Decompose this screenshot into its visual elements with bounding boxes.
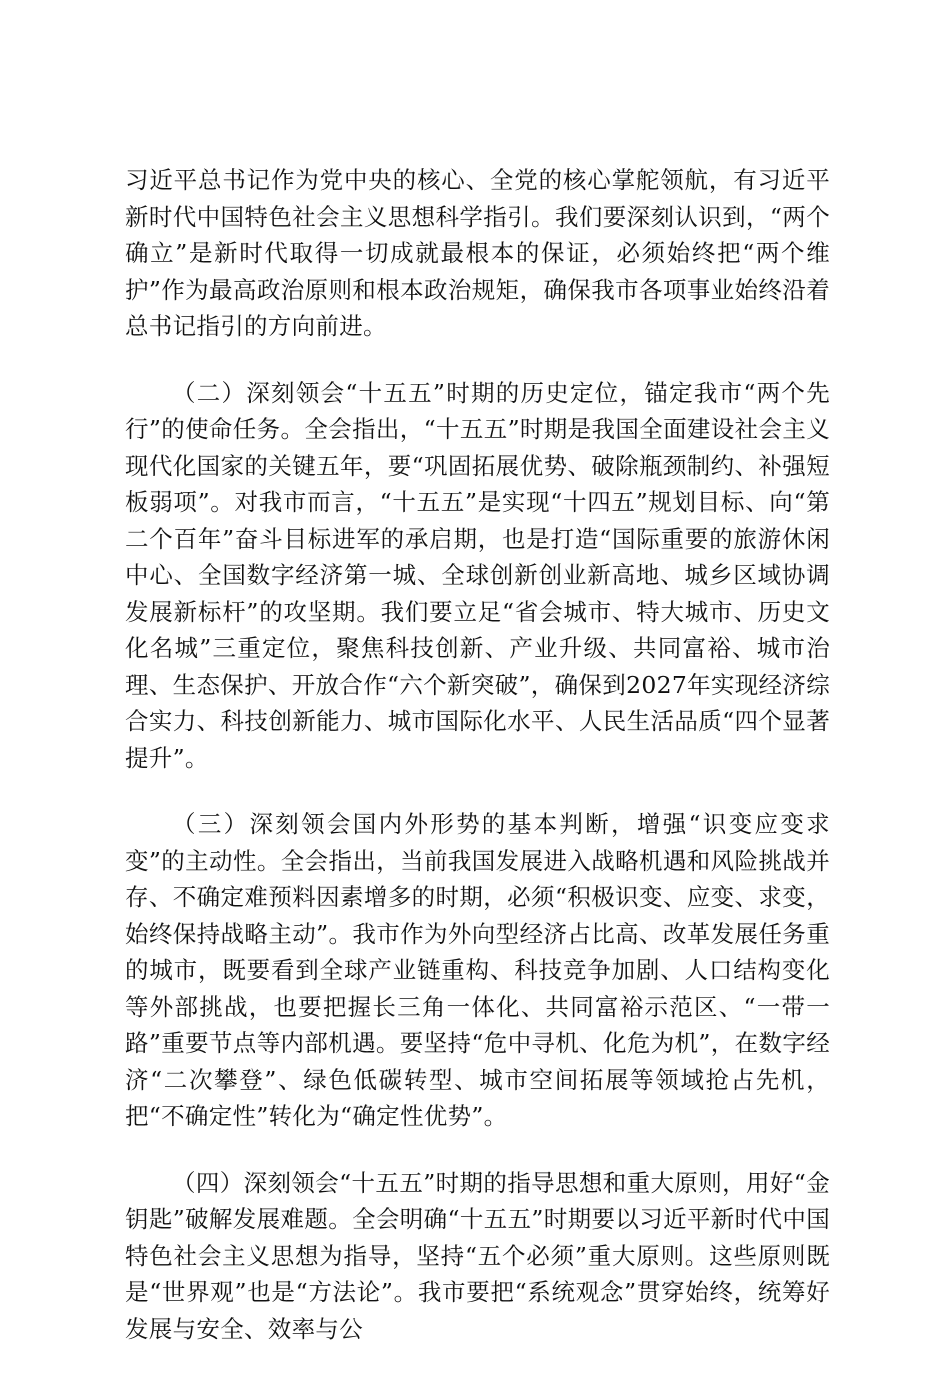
document-body: [125, 162, 830, 1377]
paragraph-4: （四）深刻领会“十五五”时期的指导思想和重大原则，用好“金钥匙”破解发展难题。全会明确“十五五”时期要以习近平新时代中国特色社会主义思想为指导，坚持“五个必须”重大原则。这些原则既是“世界观”也是“方法论”。我市要把“系统观念”贯穿始终，统筹好发展与安全、效率与公: [125, 1168, 830, 1343]
paragraph-2: （二）深刻领会“十五五”时期的历史定位，锚定我市“两个先行”的使命任务。全会指出，“十五五”时期是我国全面建设社会主义现代化国家的关键五年，要“巩固拓展优势、破除瓶颈制约、补强短板弱项”。对我市而言，“十五五”是实现“十四五”规划目标、向“第二个百年”奋斗目标进军的承启期，也是打造“国际重要的旅游休闲中心、全国数字经济第一城、全球创新创业新高地、城乡区域协调发展新标杆”的攻坚期。我们要立足“省会城市、特大城市、历史文化名城”三重定位，聚焦科技创新、产业升级、共同富裕、城市治理、生态保护、开放合作“六个新突破”，确保到2027年实现经济综合实力、科技创新能力、城市国际化水平、人民生活品质“四个显著提升”。: [125, 378, 830, 772]
paragraph-3: （三）深刻领会国内外形势的基本判断，增强“识变应变求变”的主动性。全会指出，当前我国发展进入战略机遇和风险挑战并存、不确定难预料因素增多的时期，必须“积极识变、应变、求变，始终保持战略主动”。我市作为外向型经济占比高、改革发展任务重的城市，既要看到全球产业链重构、科技竞争加剧、人口结构变化等外部挑战，也要把握长三角一体化、共同富裕示范区、“一带一路”重要节点等内部机遇。要坚持“危中寻机、化危为机”，在数字经济“二次攀登”、绿色低碳转型、城市空间拓展等领域抢占先机，把“不确定性”转化为“确定性优势”。: [125, 810, 830, 1130]
paragraph-1: 习近平总书记作为党中央的核心、全党的核心掌舵领航，有习近平新时代中国特色社会主义思想科学指引。我们要深刻认识到，“两个确立”是新时代取得一切成就最根本的保证，必须始终把“两个维护”作为最高政治原则和根本政治规矩，确保我市各项事业始终沿着总书记指引的方向前进。: [125, 166, 830, 340]
